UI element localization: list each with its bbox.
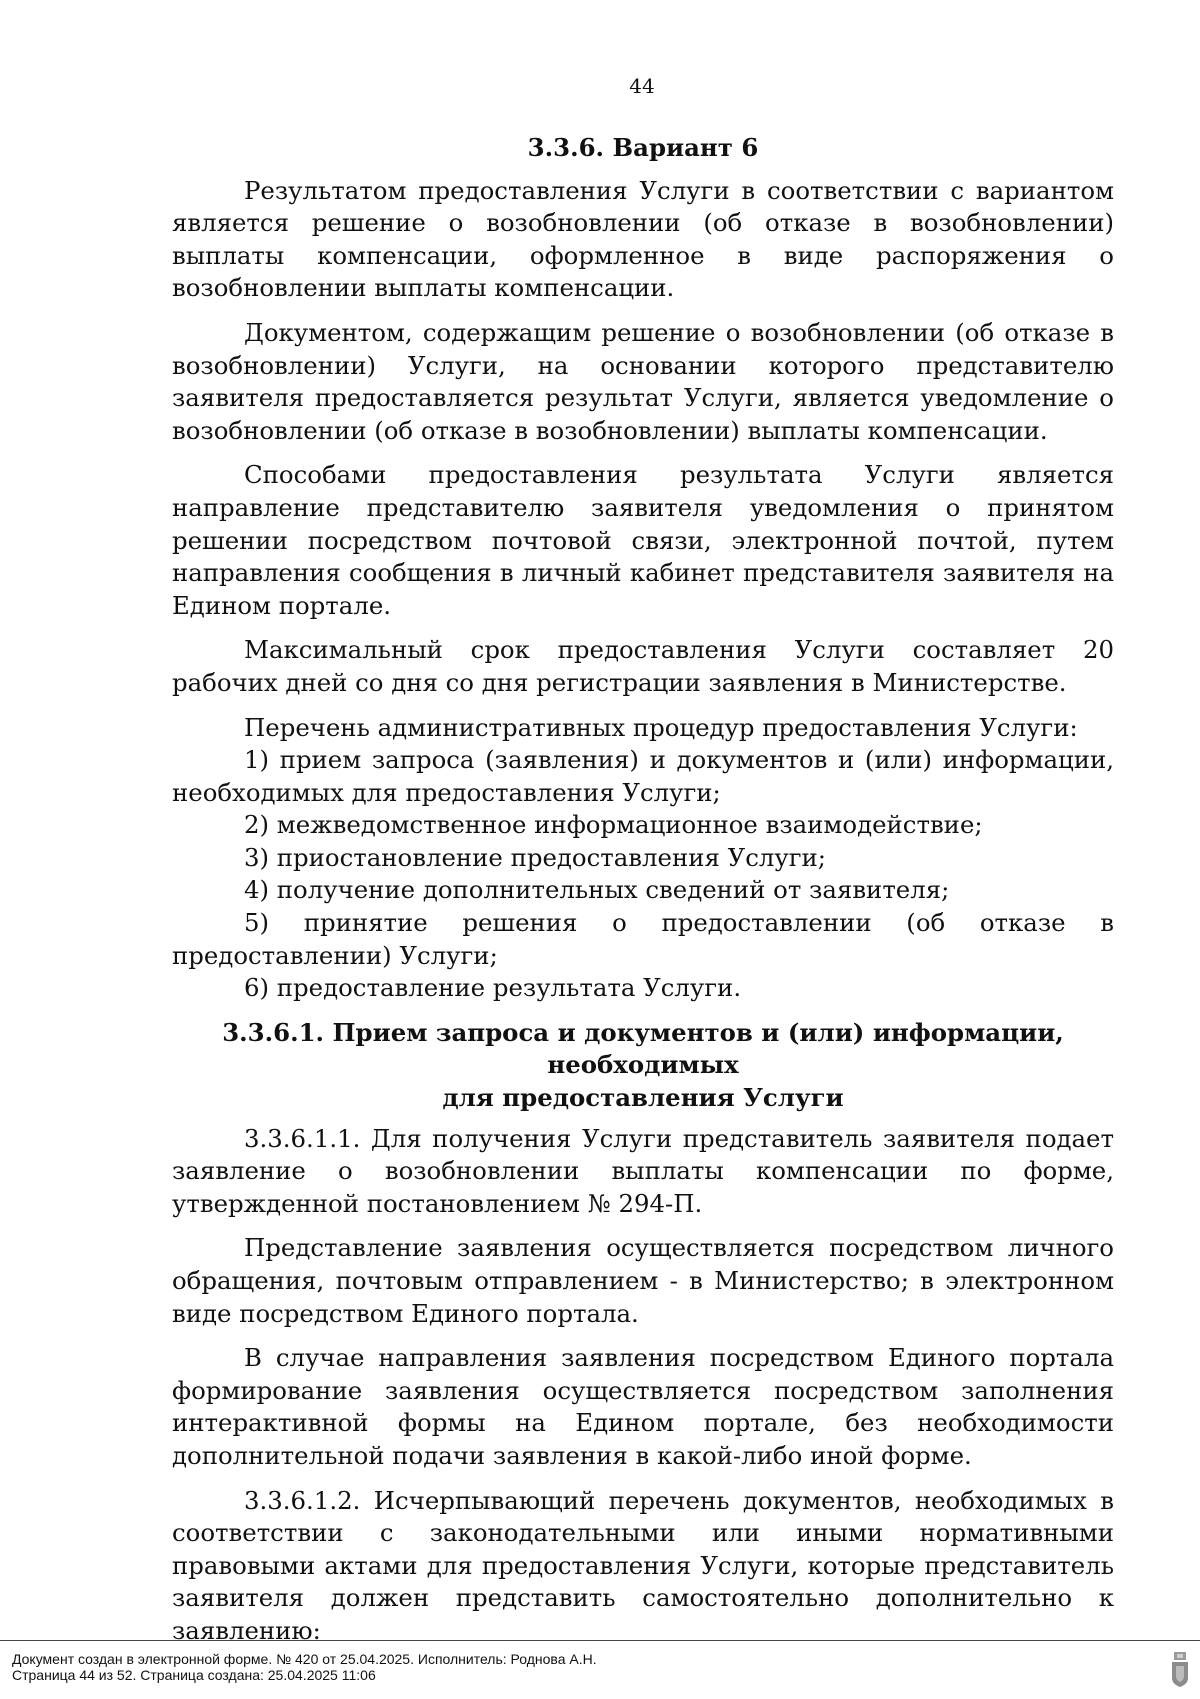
footer-line: Документ создан в электронной форме. № 420 от 25.04.2025. Исполнитель: Роднова А.Н.	[12, 1651, 597, 1667]
paragraph: 3.3.6.1.2. Исчерпывающий перечень документов, необходимых в соответствии с законодательными или иными нормативными правовыми актами для предоставления Услуги, которые представитель заявителя должен представить самостоятельно дополнительно к заявлению:	[172, 1485, 1114, 1645]
paragraph: Представление заявления осуществляется посредством личного обращения, почтовым отправлением - в Министерство; в электронном виде посредством Единого портала.	[172, 1233, 1114, 1328]
subsection-title-line: для предоставления Услуги	[442, 1083, 844, 1113]
procedures-list	[172, 744, 1114, 1005]
subsection-title-line: 3.3.6.1. Прием запроса и документов и (или) информации, необходимых	[222, 1017, 1064, 1080]
paragraph: Максимальный срок предоставления Услуги составляет 20 рабочих дней со дня со дня регистрации заявления в Министерстве.	[172, 635, 1114, 697]
subsection-title	[172, 1017, 1114, 1115]
list-item: 2) межведомственное информационное взаимодействие;	[244, 810, 983, 840]
document-body	[172, 132, 1114, 1648]
paragraph: Документом, содержащим решение о возобновлении (об отказе в возобновлении) Услуги, на основании которого представителю заявителя предоставляется результат Услуги, является уведомление о возобновлении (об отказе в возобновлении) выплаты компенсации.	[172, 317, 1114, 445]
paragraph: 3.3.6.1.1. Для получения Услуги представитель заявителя подает заявление о возобновлении выплаты компенсации по форме, утвержденной постановлением № 294-П.	[172, 1123, 1114, 1218]
paragraph: Результатом предоставления Услуги в соответствии с вариантом является решение о возобновлении (об отказе в возобновлении) выплаты компенсации, оформленное в виде распоряжения о возобновлении выплаты компенсации.	[172, 175, 1114, 303]
footer-text	[12, 1651, 597, 1683]
document-footer	[0, 1640, 1200, 1699]
list-item: 4) получение дополнительных сведений от заявителя;	[244, 875, 950, 905]
paragraph: В случае направления заявления посредством Единого портала формирование заявления осуществляется посредством заполнения интерактивной формы на Едином портале, без необходимости дополнительной подачи заявления в какой-либо иной форме.	[172, 1343, 1114, 1470]
list-item: 1) прием запроса (заявления) и документов и (или) информации, необходимых для предоставления Услуги;	[172, 745, 1114, 807]
footer-line: Страница 44 из 52. Страница создана: 25.04.2025 11:06	[12, 1667, 376, 1683]
list-item: 6) предоставление результата Услуги.	[244, 973, 742, 1003]
page-number: 44	[629, 74, 655, 98]
paragraph: Способами предоставления результата Услуги является направление представителю заявителя уведомления о принятом решении посредством почтовой связи, электронной почтой, путем направления сообщения в личный кабинет представителя заявителя на Едином портале.	[172, 460, 1114, 620]
section-title: 3.3.6. Вариант 6	[527, 133, 759, 162]
list-item: 3) приостановление предоставления Услуги;	[244, 842, 826, 872]
procedures-list-intro: Перечень административных процедур предоставления Услуги:	[244, 712, 1078, 742]
coat-of-arms-icon	[1170, 1652, 1190, 1688]
list-item: 5) принятие решения о предоставлении (об отказе в предоставлении) Услуги;	[172, 908, 1114, 970]
